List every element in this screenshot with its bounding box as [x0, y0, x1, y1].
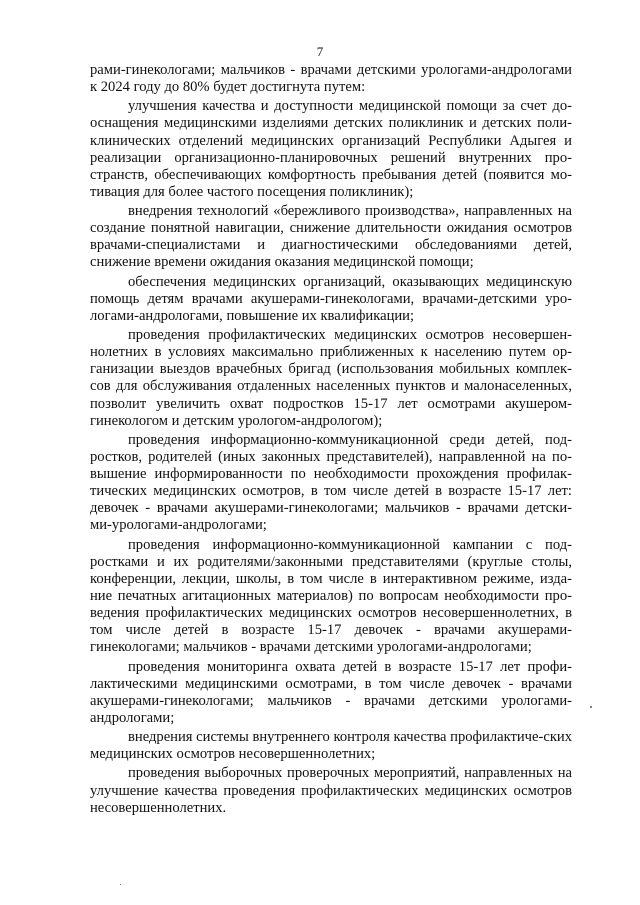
paragraph-monitoring: проведения мониторинга охвата детей в возрасте 15-17 лет профи-лактическими медицинскими осмотрами, в том числе девочек - врачами акушерами-гинекологами; мальчиков - врачами детскими урологами-андрологами; — [90, 658, 572, 726]
body-text — [90, 62, 572, 819]
paragraph-internal-control: внедрения системы внутреннего контроля качества профилактиче-ских медицинских осмотров несовершеннолетних; — [90, 729, 573, 763]
paragraph-quality-access: улучшения качества и доступности медицинской помощи за счет до-оснащения медицинскими изделиями детских поликлиник и детских поли-клинических отделений медицинских организаций Республики Адыгея и реализации организационно-планировочных решений внутренних про-странств, обеспечивающих комфортность пребывания детей (появится мо-тивация для более частого посещения поликлиник); — [90, 98, 572, 200]
paragraph-info-environment: проведения информационно-коммуникационной среди детей, под-ростков, родителей (иных законных представителей), направленной на по-вышение информированности по необходимости прохождения профилак-тических медицинских осмотров, в том числе детей в возрасте 15-17 лет: девочек - врачами акушерами-гинекологами; мальчиков - врачами детски-ми-урологами-андрологами; — [90, 431, 572, 534]
scan-speck — [120, 884, 121, 885]
page-number: 7 — [316, 44, 324, 59]
paragraph-lean-production: внедрения технологий «бережливого производства», направленных на создание понятной навигации, снижение длительности ожидания осмотров врачами-специалистами и диагностическими обследованиями детей, снижение времени ожидания оказания медицинской помощи; — [90, 203, 572, 271]
paragraph-mobile-teams: проведения профилактических медицинских осмотров несовершен-нолетних в условиях максимально приближенных к населению путем ор-ганизации выездов врачебных бригад (использования мобильных комплек-сов для обслуживания отдаленных населенных пунктов и малонаселенных, позволит увеличить охват подростков 15-17 лет осмотрами акушером-гинекологом и детским урологом-андрологом); — [90, 327, 572, 429]
paragraph-selective-checks: проведения выборочных проверочных мероприятий, направленных на улучшение качества проведения профилактических медицинских осмотров несовершеннолетних. — [90, 765, 572, 816]
paragraph-info-campaign: проведения информационно-коммуникационной кампании с под-ростками и их родителями/законными представителями (круглые столы, конференции, лекции, школы, в том числе в интерактивном режиме, изда-ние печатных агитационных материалов) по вопросам необходимости про-ведения профилактических медицинских осмотров несовершеннолетних, в том числе детей в возрасте 15-17 девочек - врачами акушерами-гинекологами; мальчиков - врачами детскими урологами-андрологами; — [90, 536, 572, 656]
paragraph-continuation: рами-гинекологами; мальчиков - врачами детскими урологами-андрологами к 2024 году до 80% будет достигнута путем: — [90, 62, 572, 96]
scan-speck — [590, 706, 592, 708]
paragraph-staffing: обеспечения медицинских организаций, оказывающих медицинскую помощь детям врачами акушерами-гинекологами, врачами-детскими уро-логами-андрологами, повышение их квалификации; — [90, 273, 572, 324]
